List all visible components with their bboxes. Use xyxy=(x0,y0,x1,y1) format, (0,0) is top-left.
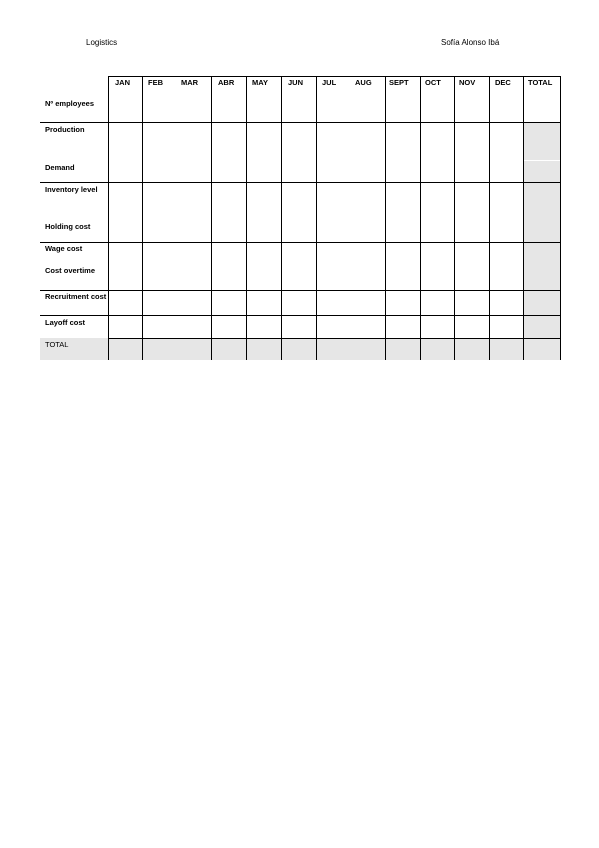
month-header-jul: JUL xyxy=(322,78,337,87)
total-column-shade xyxy=(523,122,561,360)
grid-line-2 xyxy=(40,182,561,183)
month-header-mar: MAR xyxy=(181,78,199,87)
row-label-production: Production xyxy=(45,125,85,134)
grid-col-line-9 xyxy=(489,76,490,360)
grid-line-top xyxy=(108,76,561,77)
month-header-dec: DEC xyxy=(495,78,511,87)
month-header-feb: FEB xyxy=(148,78,163,87)
row-label-inventory-level: Inventory level xyxy=(45,185,98,194)
row-label-cost-overtime: Cost overtime xyxy=(45,266,96,275)
month-header-may: MAY xyxy=(252,78,268,87)
grid-line-6 xyxy=(108,338,561,339)
header-left-title: Logistics xyxy=(86,38,118,47)
row-label-demand: Demand xyxy=(45,163,75,172)
grid-col-line-2 xyxy=(211,76,212,360)
grid-line-4 xyxy=(40,290,561,291)
grid-col-line-4 xyxy=(281,76,282,360)
month-header-aug: AUG xyxy=(355,78,372,87)
grid-col-line-7 xyxy=(420,76,421,360)
row-label-recruitment-cost: Recruitment cost xyxy=(45,292,107,301)
month-header-sept: SEPT xyxy=(389,78,409,87)
total-column-separator xyxy=(523,160,561,161)
row-label-layoff-cost: Layoff cost xyxy=(45,318,86,327)
row-label-total: TOTAL xyxy=(45,340,69,349)
month-header-oct: OCT xyxy=(425,78,441,87)
month-header-jan: JAN xyxy=(115,78,131,87)
grid-col-line-6 xyxy=(385,76,386,360)
row-label-wage-cost: Wage cost xyxy=(45,244,83,253)
grid-col-line-11 xyxy=(560,76,561,360)
month-header-jun: JUN xyxy=(288,78,304,87)
grid-col-line-1 xyxy=(142,76,143,360)
grid-line-3 xyxy=(40,242,561,243)
header-author: Sofía Alonso Ibá xyxy=(441,38,500,47)
row-label-employees: Nº employees xyxy=(45,99,95,108)
total-column-header: TOTAL xyxy=(528,78,553,87)
grid-col-line-8 xyxy=(454,76,455,360)
grid-col-line-5 xyxy=(316,76,317,360)
grid-line-5 xyxy=(40,315,561,316)
planning-table xyxy=(40,76,561,360)
month-header-nov: NOV xyxy=(459,78,476,87)
grid-col-line-3 xyxy=(246,76,247,360)
row-label-holding-cost: Holding cost xyxy=(45,222,91,231)
grid-col-line-10 xyxy=(523,76,524,360)
month-header-abr: ABR xyxy=(218,78,235,87)
grid-line-1 xyxy=(40,122,561,123)
